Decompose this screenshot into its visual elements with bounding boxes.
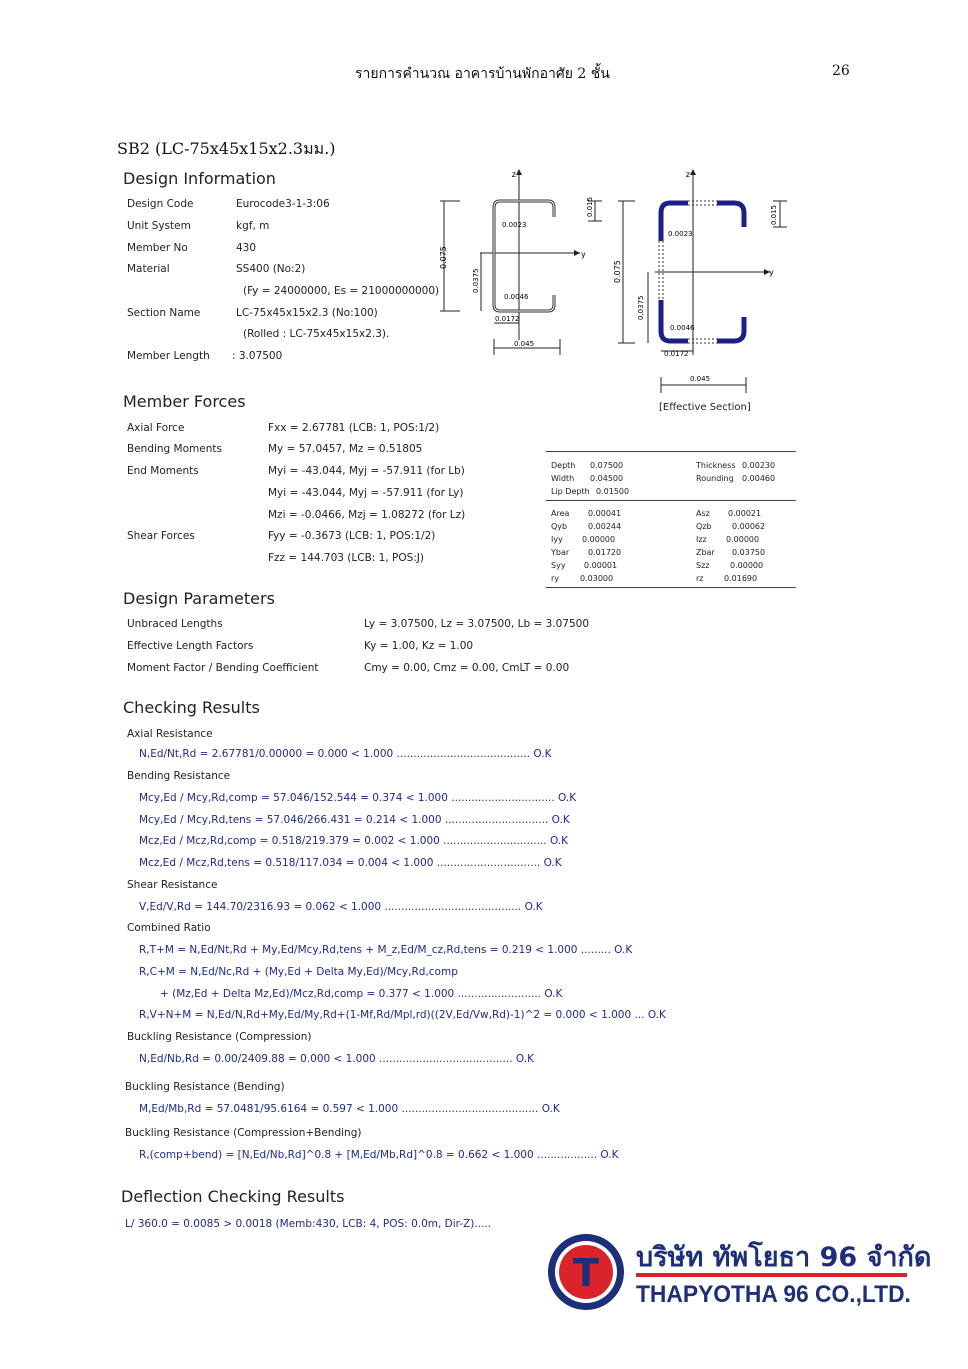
svg-text:0.045: 0.045 [690,375,711,383]
prop-rounding-label: Rounding [696,474,734,483]
bending-resistance-title: Bending Resistance [127,770,231,782]
prop-asz-label: Asz [696,509,710,518]
material-props: (Fy = 24000000, Es = 21000000000) [243,285,440,297]
svg-text:0.0172: 0.0172 [664,350,689,358]
prop-area-value: 0.00041 [588,509,622,518]
prop-syy-value: 0.00001 [584,561,618,570]
z-axis-label: z [511,170,516,179]
end-moments-lb: Myi = -43.044, Myj = -57.911 (for Lb) [268,465,465,477]
combined-result-1: R,T+M = N,Ed/Nt,Rd + My,Ed/Mcy,Rd,tens + M_z,Ed/M_cz,Rd,tens = 0.219 < 1.000 ......... O.K [139,944,633,956]
combined-result-4: R,V+N+M = N,Ed/N,Rd+My,Ed/My,Rd+(1-Mf,Rd/Mpl,rd)((2V,Ed/Vw,Rd)-1)^2 = 0.000 < 1.000 ... O.K [139,1009,666,1021]
company-name-thai: บริษัท ทัพโยธา 96 จำกัด [636,1242,932,1273]
bending-result-2: Mcy,Ed / Mcy,Rd,tens = 57.046/266.431 = 0.214 < 1.000 ............................... O.K [139,814,570,826]
material-value: SS400 (No:2) [236,263,306,275]
member-length-value: : 3.07500 [232,350,283,362]
deflection-result: L/ 360.0 = 0.0085 > 0.0018 (Memb:430, LCB: 4, POS: 0.0m, Dir-Z)..... [125,1218,492,1230]
axial-resistance-title: Axial Resistance [127,728,213,738]
prop-zbar-value: 0.03750 [732,548,766,557]
axial-force-label: Axial Force [127,422,185,434]
section-properties-table [546,451,796,588]
prop-thickness-label: Thickness [696,461,736,470]
moment-factor-label: Moment Factor / Bending Coefficient [127,662,319,674]
prop-iyy-value: 0.00000 [582,535,616,544]
effective-section-caption: [Effective Section] [659,402,751,413]
member-no-value: 430 [236,242,257,254]
section-rolled: (Rolled : LC-75x45x15x2.3). [243,328,390,340]
effective-length-label: Effective Length Factors [127,640,254,652]
y-axis-label: y [581,250,586,259]
effective-section [613,169,787,393]
shear-fzz: Fzz = 144.703 (LCB: 1, POS:J) [268,552,424,564]
deflection-heading: Deflection Checking Results [121,1187,345,1206]
axial-force-value: Fxx = 2.67781 (LCB: 1, POS:1/2) [268,422,440,434]
svg-text:0.075: 0.075 [613,260,622,283]
moment-factor-value: Cmy = 0.00, Cmz = 0.00, CmLT = 0.00 [364,662,570,674]
prop-qzb-value: 0.00062 [732,522,766,531]
unit-system-value: kgf, m [236,220,270,232]
gross-section [439,169,602,355]
prop-depth-value: 0.07500 [590,461,624,470]
document-title: รายการคำนวณ อาคารบ้านพักอาศัย 2 ชั้น [355,66,610,82]
prop-qzb-label: Qzb [696,522,712,531]
dim-thickness: 0.0023 [502,221,527,229]
bending-result-4: Mcz,Ed / Mcz,Rd,tens = 0.518/117.034 = 0.004 < 1.000 ............................... O.K [139,857,562,869]
shear-resistance-title: Shear Resistance [127,879,218,891]
prop-syy-label: Syy [551,561,566,570]
bending-result-3: Mcz,Ed / Mcz,Rd,comp = 0.518/219.379 = 0.002 < 1.000 ............................... O.K [139,835,569,847]
company-divider [636,1273,907,1277]
buckling-comp-bend-result: R,(comp+bend) = [N,Ed/Nb,Rd]^0.8 + [M,Ed/Mb,Rd]^0.8 = 0.662 < 1.000 .................. O.K [139,1149,619,1161]
prop-asz-value: 0.00021 [728,509,762,518]
unit-system-label: Unit System [127,220,191,232]
member-no-label: Member No [127,242,188,254]
shear-forces-label: Shear Forces [127,530,195,542]
checking-heading: Checking Results [123,698,260,717]
buckling-bending-title: Buckling Resistance (Bending) [125,1081,285,1093]
material-label: Material [127,263,170,275]
svg-text:0.0375: 0.0375 [637,295,645,320]
prop-qyb-value: 0.00244 [588,522,622,531]
logo-emblem-icon [546,1232,626,1312]
logo-letter: T [573,1251,599,1295]
axial-result: N,Ed/Nt,Rd = 2.67781/0.00000 = 0.000 < 1.000 ........................................ O.K [139,748,552,760]
svg-text:0.015: 0.015 [770,204,778,225]
design-params-heading: Design Parameters [123,589,275,608]
combined-ratio-title: Combined Ratio [127,922,211,934]
prop-iyy-label: Iyy [551,535,563,544]
prop-izz-value: 0.00000 [726,535,760,544]
prop-rz-value: 0.01690 [724,574,758,583]
prop-area-label: Area [551,509,570,518]
prop-rounding-value: 0.00460 [742,474,776,483]
design-code-value: Eurocode3-1-3:06 [236,198,330,210]
prop-ybar-value: 0.01720 [588,548,622,557]
bending-moments-label: Bending Moments [127,443,222,455]
prop-width-value: 0.04500 [590,474,624,483]
buckling-bending-result: M,Ed/Mb,Rd = 57.0481/95.6164 = 0.597 < 1.000 ......................................... O.K [139,1103,560,1115]
prop-zbar-label: Zbar [696,548,715,557]
section-name-label: Section Name [127,307,201,319]
prop-izz-label: Izz [696,535,707,544]
prop-width-label: Width [551,474,575,483]
prop-rz-label: rz [696,574,704,583]
prop-ybar-label: Ybar [551,548,570,557]
svg-text:0.0046: 0.0046 [670,324,695,332]
unbraced-lengths-label: Unbraced Lengths [127,618,223,630]
end-moments-ly: Myi = -43.044, Myj = -57.911 (for Ly) [268,487,464,499]
svg-text:z: z [685,170,690,179]
design-code-label: Design Code [127,198,194,210]
page-number: 26 [832,63,850,79]
prop-ry-label: ry [551,574,560,583]
company-name-english: THAPYOTHA 96 CO.,LTD. [636,1281,911,1308]
dim-cz: 0.0172 [495,315,520,323]
buckling-compression-title: Buckling Resistance (Compression) [127,1031,312,1043]
prop-lip-label: Lip Depth [551,487,590,496]
member-forces-heading: Member Forces [123,392,246,411]
bending-moments-value: My = 57.0457, Mz = 0.51805 [268,443,423,455]
shear-fyy: Fyy = -0.3673 (LCB: 1, POS:1/2) [268,530,436,542]
design-info-heading: Design Information [123,169,276,188]
prop-thickness-value: 0.00230 [742,461,776,470]
combined-result-2: R,C+M = N,Ed/Nc,Rd + (My,Ed + Delta My,Ed)/Mcy,Rd,comp [139,966,458,978]
unbraced-lengths-value: Ly = 3.07500, Lz = 3.07500, Lb = 3.07500 [364,618,590,630]
end-moments-label: End Moments [127,465,199,477]
prop-szz-value: 0.00000 [730,561,764,570]
buckling-comp-bend-title: Buckling Resistance (Compression+Bending) [125,1127,362,1139]
member-title: SB2 (LC-75x45x15x2.3มม.) [117,139,336,158]
end-moments-lz: Mzi = -0.0466, Mzj = 1.08272 (for Lz) [268,509,466,521]
svg-text:y: y [769,268,774,277]
dim-height: 0.075 [439,246,448,269]
buckling-compression-result: N,Ed/Nb,Rd = 0.00/2409.88 = 0.000 < 1.000 ........................................ O.K [139,1053,534,1065]
member-length-label: Member Length [127,350,210,362]
prop-ry-value: 0.03000 [580,574,614,583]
dim-lip: 0.015 [586,196,594,217]
prop-szz-label: Szz [696,561,710,570]
effective-length-value: Ky = 1.00, Kz = 1.00 [364,640,474,652]
dim-width: 0.045 [514,340,535,348]
section-diagram [430,165,810,425]
shear-result: V,Ed/V,Rd = 144.70/2316.93 = 0.062 < 1.000 ......................................... O.K [139,901,543,913]
prop-lip-value: 0.01500 [596,487,630,496]
bending-result-1: Mcy,Ed / Mcy,Rd,comp = 57.046/152.544 = 0.374 < 1.000 ............................... O.K [139,792,577,804]
svg-text:0.0023: 0.0023 [668,230,693,238]
prop-qyb-label: Qyb [551,522,568,531]
prop-depth-label: Depth [551,461,576,470]
company-logo [546,1232,626,1312]
combined-result-3: + (Mz,Ed + Delta Mz,Ed)/Mcz,Rd,comp = 0.377 < 1.000 ......................... O.K [160,988,563,1000]
dim-half-height: 0.0375 [472,268,480,293]
section-name-value: LC-75x45x15x2.3 (No:100) [236,307,378,319]
dim-shear-center: 0.0046 [504,293,529,301]
